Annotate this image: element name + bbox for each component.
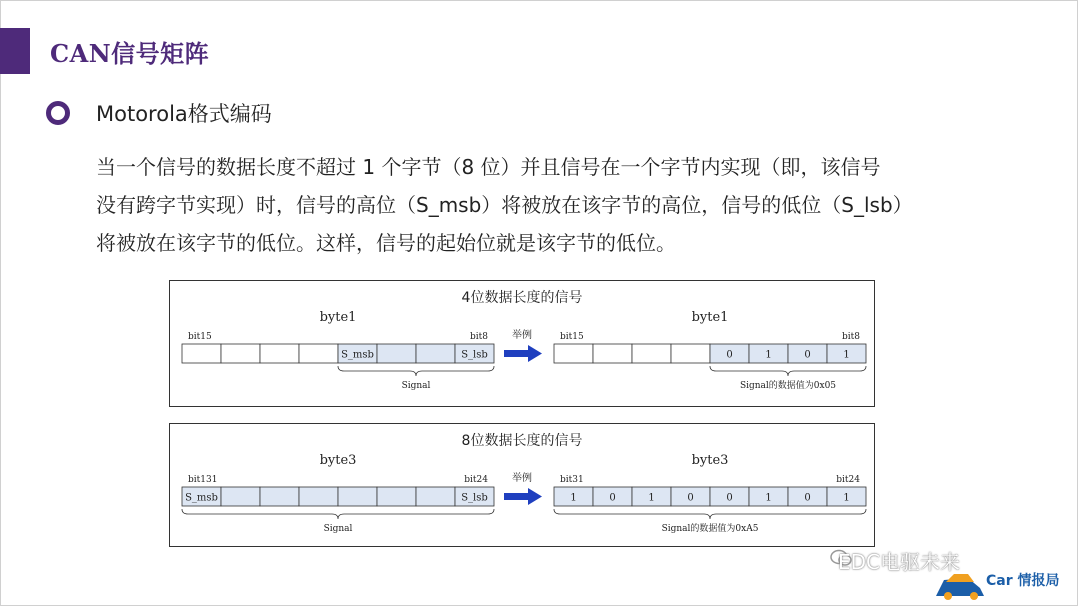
left-bit-cell: [338, 487, 377, 506]
left-bit-cell: [377, 344, 416, 363]
left-lsb-bit-label: bit8: [470, 332, 488, 342]
left-bit-cell: [377, 487, 416, 506]
left-msb-bit-label: bit15: [188, 332, 212, 342]
left-byte-label: byte1: [319, 310, 357, 325]
left-bit-value: S_msb: [185, 492, 218, 504]
right-msb-bit-label: bit31: [560, 475, 584, 485]
right-bit-value: 0: [804, 349, 811, 361]
title-accent-bar: [0, 28, 30, 74]
right-bit-value: 0: [726, 492, 733, 504]
left-bit-cell: [221, 487, 260, 506]
figure-title: 4位数据长度的信号: [461, 290, 583, 306]
figure-4bit-diagram: [170, 281, 874, 406]
arrow-label: 举例: [512, 473, 532, 484]
arrow-right-icon: [504, 345, 542, 362]
paragraph-line: 当一个信号的数据长度不超过 1 个字节（8 位）并且信号在一个字节内实现（即，该信号: [96, 155, 881, 179]
right-bit-value: 1: [765, 349, 772, 361]
right-msb-bit-label: bit15: [560, 332, 584, 342]
right-signal-label: Signal的数据值为0xA5: [661, 524, 759, 534]
right-bit-value: 1: [765, 492, 772, 504]
right-signal-brace: [554, 509, 866, 519]
right-bit-value: 1: [648, 492, 655, 504]
right-lsb-bit-label: bit8: [842, 332, 860, 342]
right-bit-cell: [593, 344, 632, 363]
paragraph-line: 没有跨字节实现）时，信号的高位（S_msb）将被放在该字节的高位，信号的低位（S_lsb）: [96, 193, 913, 217]
left-msb-bit-label: bit131: [188, 475, 218, 485]
figure-8bit-diagram: [170, 424, 874, 546]
arrow-right-icon: [504, 488, 542, 505]
right-bit-cell: [632, 344, 671, 363]
right-signal-label: Signal的数据值为0x05: [739, 381, 837, 391]
arrow-label: 举例: [512, 330, 532, 341]
right-signal-brace: [710, 366, 866, 376]
figure-4bit-signal: [169, 280, 875, 407]
logo-text: Car 情报局: [986, 573, 1060, 589]
watermark-text: EDC电驱未来: [838, 550, 961, 574]
left-bit-value: S_lsb: [461, 349, 488, 361]
left-signal-label: Signal: [323, 524, 353, 534]
left-signal-brace: [338, 366, 494, 376]
figure-8bit-signal: [169, 423, 875, 547]
body-paragraph: [96, 148, 1036, 262]
left-bit-cell: [299, 344, 338, 363]
left-bit-cell: [416, 344, 455, 363]
bullet-heading: Motorola格式编码: [96, 102, 272, 126]
left-lsb-bit-label: bit24: [464, 475, 488, 485]
right-bit-cell: [554, 344, 593, 363]
left-bit-cell: [260, 487, 299, 506]
right-bit-value: 0: [726, 349, 733, 361]
right-byte-label: byte3: [691, 453, 729, 468]
figure-title: 8位数据长度的信号: [461, 433, 583, 449]
right-bit-value: 1: [570, 492, 577, 504]
left-bit-cell: [299, 487, 338, 506]
left-bit-cell: [416, 487, 455, 506]
left-signal-label: Signal: [401, 381, 431, 391]
right-bit-cell: [671, 344, 710, 363]
right-bit-value: 0: [804, 492, 811, 504]
right-bit-value: 0: [687, 492, 694, 504]
right-lsb-bit-label: bit24: [836, 475, 860, 485]
slide-title: CAN信号矩阵: [50, 39, 210, 68]
right-bit-value: 1: [843, 349, 850, 361]
left-bit-cell: [182, 344, 221, 363]
right-bit-value: 0: [609, 492, 616, 504]
right-byte-label: byte1: [691, 310, 729, 325]
left-bit-value: S_msb: [341, 349, 374, 361]
left-bit-cell: [260, 344, 299, 363]
left-bit-value: S_lsb: [461, 492, 488, 504]
left-byte-label: byte3: [319, 453, 357, 468]
paragraph-line: 将被放在该字节的低位。这样，信号的起始位就是该字节的低位。: [96, 231, 676, 255]
right-bit-value: 1: [843, 492, 850, 504]
left-bit-cell: [221, 344, 260, 363]
left-signal-brace: [182, 509, 494, 519]
bullet-circle-icon: [46, 101, 70, 125]
